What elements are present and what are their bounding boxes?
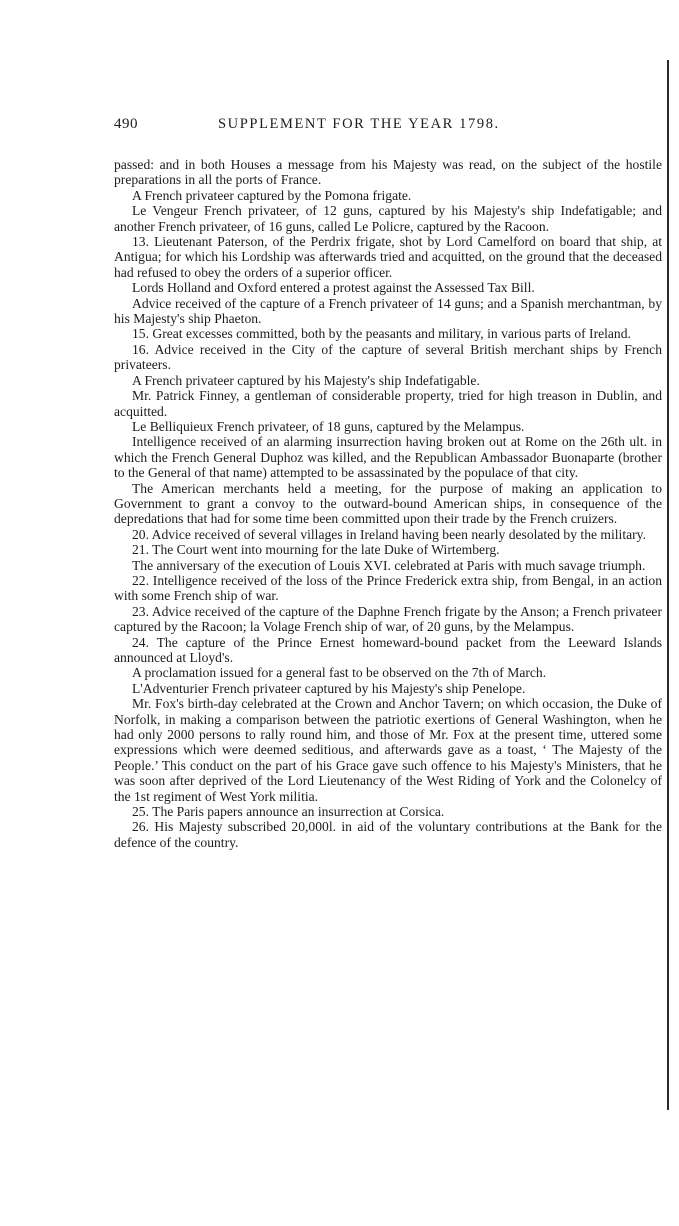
paragraph: The American merchants held a meeting, for the purpose of making an application to Government to grant a convoy to the outward-bound American ships, in consequence of the depredations that had for some time been committed upon their trade by the French cruizers. bbox=[114, 480, 662, 527]
paragraph: 24. The capture of the Prince Ernest homeward-bound packet from the Leeward Islands announced at Lloyd's. bbox=[114, 634, 662, 665]
paragraph: 22. Intelligence received of the loss of the Prince Frederick extra ship, from Bengal, in an action with some French ship of war. bbox=[114, 572, 662, 604]
chronicle-text bbox=[114, 157, 662, 850]
paragraph: L'Adventurier French privateer captured by his Majesty's ship Penelope. bbox=[132, 680, 526, 696]
paragraph: Intelligence received of an alarming insurrection having broken out at Rome on the 26th ult. in which the French General Duphoz was killed, and the Republican Ambassador Buonaparte (brother to the General of that name) attempted to be assassinated by the populace of that city. bbox=[114, 434, 662, 481]
paragraph: Lords Holland and Oxford entered a protest against the Assessed Tax Bill. bbox=[132, 280, 535, 296]
paragraph: 26. His Majesty subscribed 20,000l. in aid of the voluntary contributions at the Bank for the defence of the country. bbox=[114, 819, 662, 850]
paragraph: 23. Advice received of the capture of the Daphne French frigate by the Anson; a French privateer captured by the Racoon; la Volage French ship of war, of 20 guns, by the Melampus. bbox=[114, 603, 662, 635]
paragraph: Le Belliquieux French privateer, of 18 guns, captured by the Melampus. bbox=[132, 418, 525, 434]
page-edge-rule bbox=[667, 60, 669, 1110]
paragraph: 20. Advice received of several villages in Ireland having been nearly desolated by the military. bbox=[132, 526, 646, 542]
paragraph: Advice received of the capture of a French privateer of 14 guns; and a Spanish merchantman, by his Majesty's ship Phaeton. bbox=[114, 295, 662, 327]
paragraph: A French privateer captured by the Pomona frigate. bbox=[132, 187, 412, 203]
page-header bbox=[114, 116, 662, 138]
paragraph: A proclamation issued for a general fast to be observed on the 7th of March. bbox=[132, 665, 547, 681]
paragraph: Mr. Patrick Finney, a gentleman of considerable property, tried for high treason in Dublin, and acquitted. bbox=[114, 388, 662, 419]
paragraph: 15. Great excesses committed, both by the peasants and military, in various parts of Ireland. bbox=[132, 326, 631, 342]
paragraph: 13. Lieutenant Paterson, of the Perdrix frigate, shot by Lord Camelford on board that ship, at Antigua; for which his Lordship was afterwards tried and acquitted, on the ground that the deceased had refused to obey the orders of a superior officer. bbox=[114, 234, 662, 280]
paragraph: A French privateer captured by his Majesty's ship Indefatigable. bbox=[132, 372, 480, 388]
paragraph: 25. The Paris papers announce an insurrection at Corsica. bbox=[132, 804, 445, 820]
paragraph: 21. The Court went into mourning for the late Duke of Wirtemberg. bbox=[132, 542, 500, 558]
paragraph: 16. Advice received in the City of the capture of several British merchant ships by French privateers. bbox=[114, 341, 662, 373]
paragraph: Le Vengeur French privateer, of 12 guns, captured by his Majesty's ship Indefatigable; and another French privateer, of 16 guns, called Le Policre, captured by the Racoon. bbox=[114, 203, 662, 234]
paragraph: The anniversary of the execution of Louis XVI. celebrated at Paris with much savage triumph. bbox=[132, 557, 646, 573]
paragraph: passed: and in both Houses a message from his Majesty was read, on the subject of the hostile preparations in all the ports of France. bbox=[114, 157, 662, 188]
page-number: 490 bbox=[114, 116, 138, 132]
running-title: SUPPLEMENT FOR THE YEAR 1798. bbox=[218, 116, 500, 132]
paragraph: Mr. Fox's birth-day celebrated at the Crown and Anchor Tavern; on which occasion, the Duke of Norfolk, in making a comparison between the patriotic exertions of General Washington, when he had only 2000 persons to rally round him, and those of Mr. Fox at the present time, uttered some expressions which were deemed seditious, and afterwards gave as a toast, ‘ The Majesty of the People.’ This conduct on the part of his Grace gave such offence to his Majesty's Ministers, that he was soon after deprived of the Lord Lieutenancy of the West Riding of York and the Colonelcy of the 1st regiment of West York militia. bbox=[114, 696, 662, 804]
